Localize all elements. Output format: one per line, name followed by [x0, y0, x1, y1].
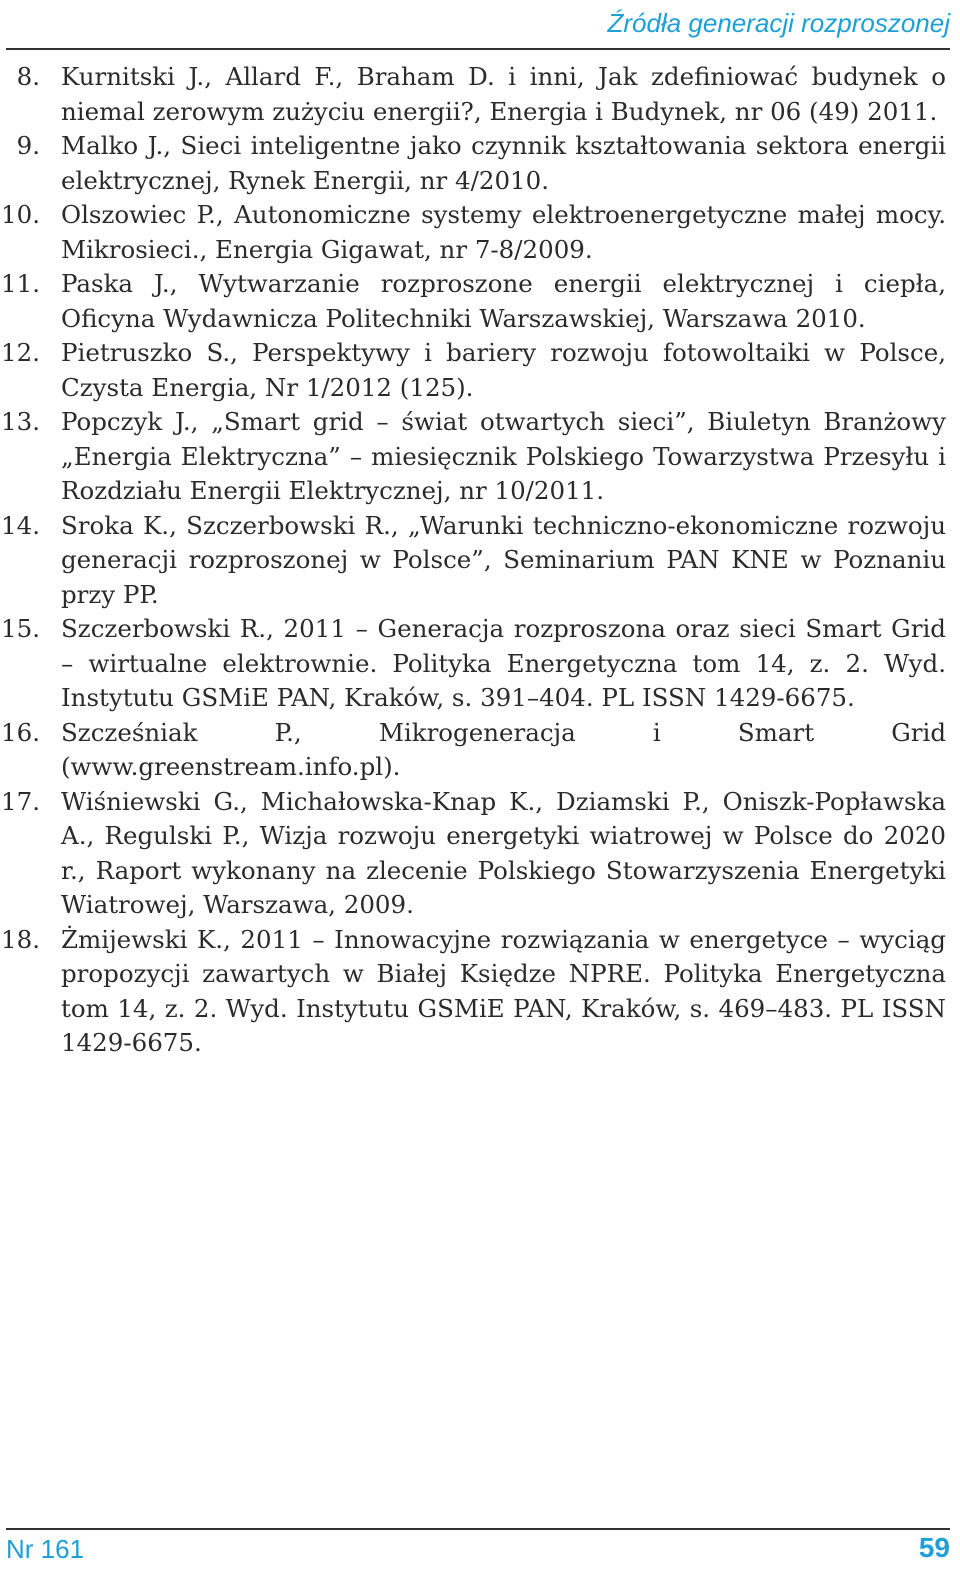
reference-text: Popczyk J., „Smart grid – świat otwartych sieci”, Biuletyn Branżowy „Energia Elektryczna” – miesięcznik Polskiego Towarzystwa Przesyłu i Rozdziału Energii Elektrycznej, nr 10/2011. [61, 407, 946, 505]
reference-text: Olszowiec P., Autonomiczne systemy elektroenergetyczne małej mocy. Mikrosieci., Energia Gigawat, nr 7-8/2009. [61, 200, 946, 264]
reference-item-10 [0, 198, 960, 267]
section-title: Źródła generacji rozproszonej [607, 8, 950, 38]
header-divider [6, 48, 950, 50]
reference-item-9 [0, 129, 960, 198]
reference-item-11 [0, 267, 960, 336]
reference-number: 11. [1, 269, 40, 298]
reference-text: Żmijewski K., 2011 – Innowacyjne rozwiązania w energetyce – wyciąg propozycji zawartych w Białej Księdze NPRE. Polityka Energetyczna tom 14, z. 2. Wyd. Instytutu GSMiE PAN, Kraków, s. 469–483. PL ISSN 1429-6675. [61, 924, 946, 1057]
reference-text: Wiśniewski G., Michałowska-Knap K., Dziamski P., Oniszk-Popławska A., Regulski P., Wizja rozwoju energetyki wiatrowej w Polsce do 2020 r., Raport wykonany na zlecenie Polskiego Stowarzyszenia Energetyki Wiatrowej, Warszawa, 2009. [61, 786, 946, 919]
reference-number: 12. [1, 338, 40, 367]
reference-number: 14. [1, 510, 40, 540]
reference-item-15 [0, 612, 960, 716]
reference-list [0, 60, 960, 1061]
reference-item-14 [0, 509, 960, 613]
reference-text: Kurnitski J., Allard F., Braham D. i inni, Jak zdefiniować budynek o niemal zerowym zużyciu energii?, Energia i Budynek, nr 06 (49) 2011. [61, 62, 946, 126]
page-number: 59 [918, 1532, 950, 1563]
reference-number: 9. [16, 131, 40, 160]
reference-number: 13. [1, 407, 40, 436]
reference-number: 16. [1, 717, 40, 747]
reference-text: Szcześniak P., Mikrogeneracja i Smart Grid (www.greenstream.info.pl). [61, 717, 946, 781]
reference-number: 8. [16, 62, 40, 91]
reference-text: Paska J., Wytwarzanie rozproszone energii elektrycznej i ciepła, Oficyna Wydawnicza Politechniki Warszawskiej, Warszawa 2010. [61, 269, 946, 333]
reference-number: 18. [1, 924, 40, 954]
reference-item-12 [0, 336, 960, 405]
reference-text: Szczerbowski R., 2011 – Generacja rozproszona oraz sieci Smart Grid – wirtualne elektrownie. Polityka Energetyczna tom 14, z. 2. Wyd. Instytutu GSMiE PAN, Kraków, s. 391–404. PL ISSN 1429-6675. [61, 614, 946, 712]
reference-text: Sroka K., Szczerbowski R., „Warunki techniczno-ekonomiczne rozwoju generacji rozproszonej w Polsce”, Seminarium PAN KNE w Poznaniu przy PP. [61, 510, 946, 609]
footer-divider [6, 1528, 950, 1530]
reference-text: Pietruszko S., Perspektywy i bariery rozwoju fotowoltaiki w Polsce, Czysta Energia, Nr 1/2012 (125). [61, 338, 946, 402]
reference-item-13 [0, 405, 960, 509]
issue-number: Nr 161 [6, 1534, 85, 1564]
reference-number: 17. [1, 786, 40, 816]
reference-number: 15. [1, 614, 40, 643]
reference-number: 10. [1, 200, 40, 229]
reference-item-16 [0, 716, 960, 785]
reference-item-8 [0, 60, 960, 129]
reference-item-18 [0, 923, 960, 1061]
reference-item-17 [0, 785, 960, 923]
reference-text: Malko J., Sieci inteligentne jako czynnik kształtowania sektora energii elektrycznej, Rynek Energii, nr 4/2010. [61, 131, 946, 195]
